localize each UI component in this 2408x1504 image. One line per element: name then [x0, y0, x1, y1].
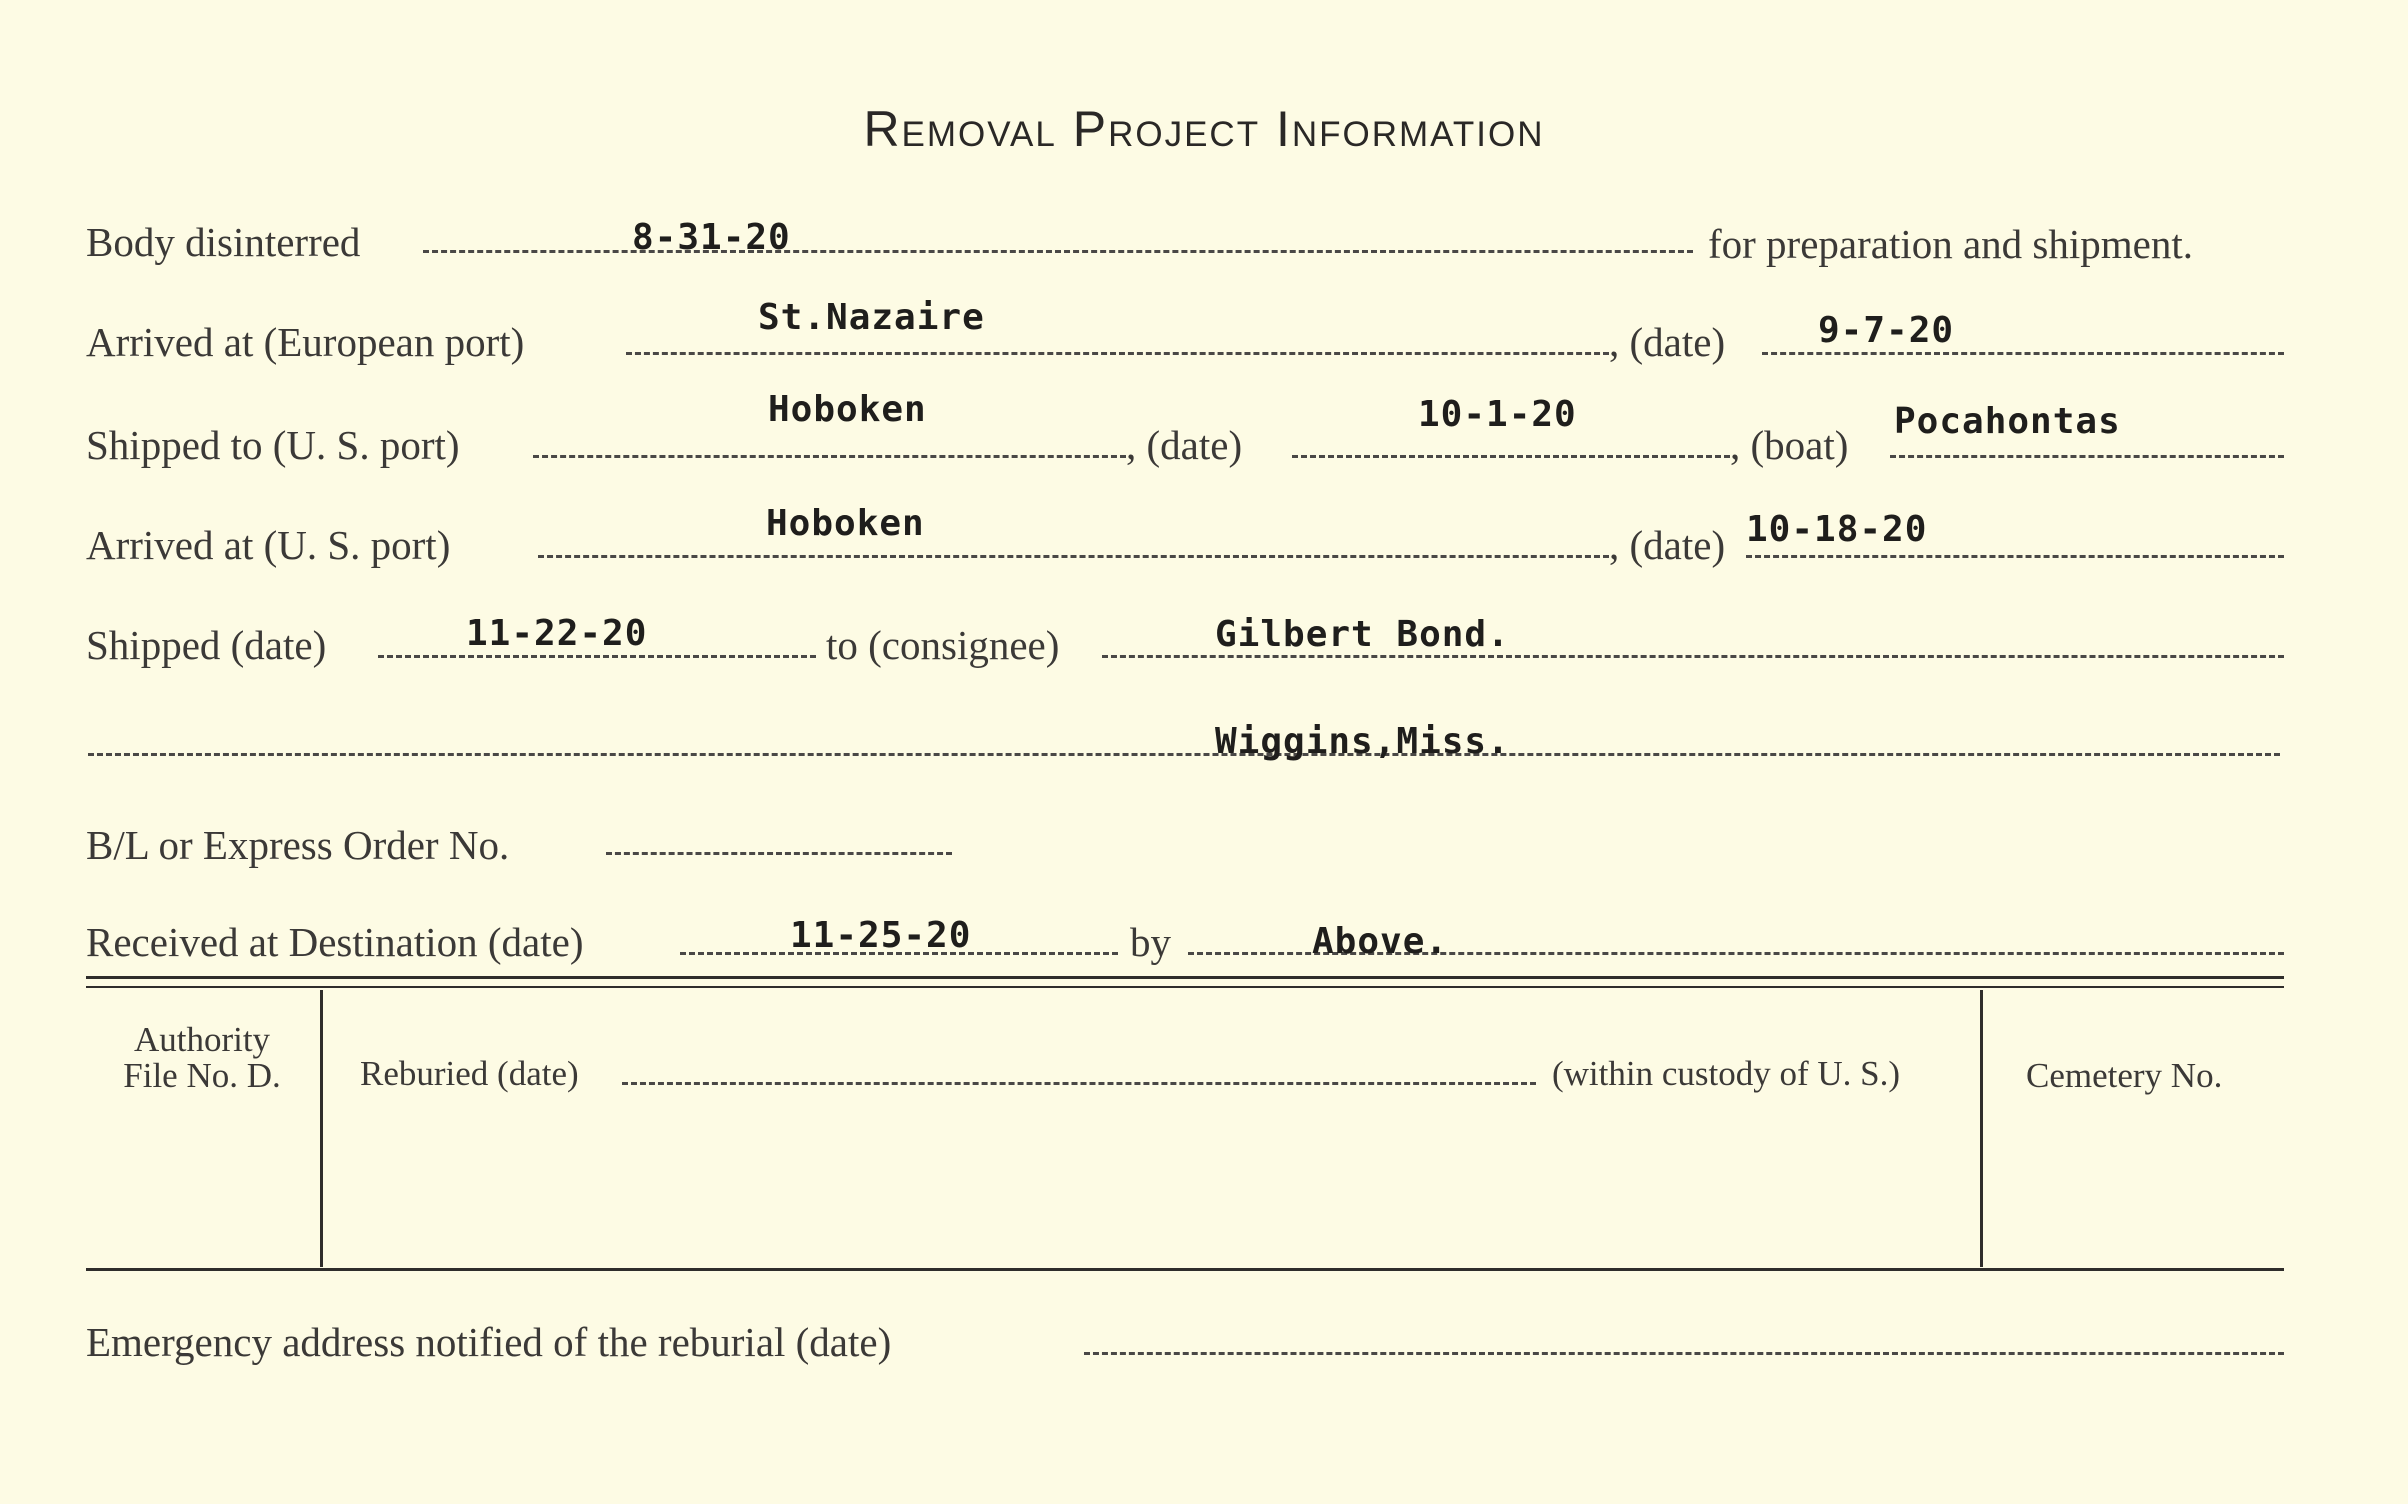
- by-value: Above.: [1312, 921, 1449, 962]
- cemetery-label: Cemetery No.: [2026, 1056, 2223, 1095]
- bl-label: B/L or Express Order No.: [86, 822, 510, 868]
- emergency-label: Emergency address notified of the reburial (date): [86, 1319, 892, 1365]
- table-top-rule-2: [86, 986, 2284, 988]
- consignee-line: [1102, 655, 2284, 658]
- arrived-us-label: Arrived at (U. S. port): [86, 522, 451, 568]
- by-label: by: [1130, 919, 1171, 965]
- arrived-european-line: [626, 352, 1609, 355]
- arrived-european-date-line: [1762, 352, 2284, 355]
- table-top-rule-1: [86, 976, 2284, 979]
- bl-line: [606, 852, 952, 855]
- shipped-date-value: 11-22-20: [466, 613, 648, 654]
- body-disinterred-value: 8-31-20: [632, 217, 791, 258]
- arrived-european-date: 9-7-20: [1818, 310, 1955, 351]
- authority-label-line1: Authority: [133, 1020, 271, 1059]
- body-disinterred-label: Body disinterred: [86, 219, 361, 265]
- body-disinterred-suffix: for preparation and shipment.: [1708, 221, 2194, 267]
- card-title: Removal Project Information: [863, 101, 1545, 157]
- boat-label: , (boat): [1730, 422, 1849, 468]
- shipped-us-date-line: [1292, 455, 1730, 458]
- shipped-date-label: Shipped (date): [86, 622, 327, 668]
- emergency-line: [1084, 1352, 2284, 1355]
- authority-label-line2: File No. D.: [123, 1056, 281, 1095]
- arrived-us-date-line: [1746, 555, 2284, 558]
- consignee-address-line: [88, 753, 2280, 756]
- consignee-name: Gilbert Bond.: [1215, 614, 1510, 655]
- boat-value: Pocahontas: [1894, 401, 2121, 442]
- consignee-address: Wiggins,Miss.: [1215, 721, 1510, 762]
- arrived-us-line: [538, 555, 1609, 558]
- arrived-european-date-label: , (date): [1609, 319, 1726, 365]
- custody-label: (within custody of U. S.): [1552, 1054, 1901, 1093]
- table-bottom-rule: [86, 1268, 2284, 1271]
- table-divider-left: [320, 990, 323, 1267]
- arrived-european-label: Arrived at (European port): [86, 319, 525, 365]
- boat-line: [1890, 455, 2284, 458]
- arrived-us-value: Hoboken: [766, 503, 925, 544]
- table-divider-right: [1980, 990, 1983, 1267]
- shipped-us-date-label: , (date): [1126, 422, 1243, 468]
- shipped-us-date: 10-1-20: [1418, 394, 1577, 435]
- consignee-label: to (consignee): [826, 622, 1060, 668]
- shipped-us-value: Hoboken: [768, 389, 927, 430]
- body-disinterred-line: [423, 250, 1693, 253]
- arrived-us-date: 10-18-20: [1746, 509, 1928, 550]
- shipped-us-line: [533, 455, 1126, 458]
- arrived-us-date-label: , (date): [1609, 522, 1726, 568]
- reburied-label: Reburied (date): [360, 1054, 579, 1093]
- shipped-us-label: Shipped to (U. S. port): [86, 422, 460, 468]
- received-value: 11-25-20: [790, 915, 972, 956]
- arrived-european-value: St.Nazaire: [758, 297, 985, 338]
- shipped-date-line: [378, 655, 816, 658]
- reburied-line: [622, 1082, 1536, 1085]
- received-label: Received at Destination (date): [86, 919, 584, 965]
